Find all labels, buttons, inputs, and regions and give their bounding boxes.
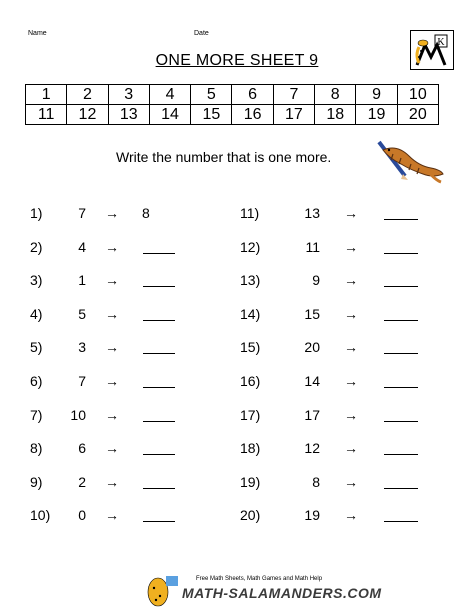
problem-number: 15) bbox=[240, 339, 261, 356]
problem-value: 7 bbox=[78, 205, 86, 221]
answer-blank[interactable] bbox=[143, 507, 175, 522]
problem-number: 12) bbox=[240, 238, 261, 255]
number-grid-cell: 4 bbox=[149, 85, 190, 105]
answer-blank[interactable] bbox=[384, 373, 418, 388]
answer-blank[interactable] bbox=[143, 306, 175, 321]
arrow-right-icon: → bbox=[105, 373, 119, 389]
problem-row bbox=[240, 373, 440, 393]
problem-row bbox=[240, 440, 440, 460]
answer-blank[interactable] bbox=[384, 440, 418, 455]
arrow-right-icon: → bbox=[344, 373, 358, 389]
arrow-right-icon: → bbox=[344, 205, 358, 221]
problem-number: 6) bbox=[30, 373, 43, 389]
answer-blank[interactable] bbox=[143, 239, 175, 254]
number-grid-cell: 5 bbox=[191, 85, 232, 105]
footer-tagline: Free Math Sheets, Math Games and Math Help bbox=[196, 576, 323, 582]
answer-blank[interactable] bbox=[384, 306, 418, 321]
problem-value: 10 bbox=[70, 406, 86, 423]
arrow-right-icon: → bbox=[344, 440, 358, 457]
arrow-right-icon: → bbox=[344, 272, 358, 289]
number-grid-cell: 20 bbox=[397, 105, 438, 125]
problem-row bbox=[30, 272, 230, 292]
problem-row bbox=[30, 339, 230, 359]
problem-value: 4 bbox=[78, 238, 86, 255]
problem-value: 17 bbox=[304, 406, 320, 423]
problem-row bbox=[240, 239, 440, 259]
answer-blank[interactable] bbox=[143, 407, 175, 422]
problem-number: 20) bbox=[240, 507, 261, 524]
problem-value: 6 bbox=[78, 440, 86, 457]
lizard-pencil-icon bbox=[375, 140, 445, 185]
answer-blank[interactable] bbox=[384, 239, 418, 254]
problem-number: 3) bbox=[30, 272, 43, 289]
problem-number: 13) bbox=[240, 272, 261, 289]
arrow-right-icon: → bbox=[105, 440, 119, 457]
problem-number: 5) bbox=[30, 339, 43, 356]
arrow-right-icon: → bbox=[105, 473, 119, 490]
arrow-right-icon: → bbox=[105, 339, 119, 356]
problem-number: 16) bbox=[240, 373, 261, 389]
number-grid-cell: 13 bbox=[108, 105, 149, 125]
problem-number: 18) bbox=[240, 440, 261, 457]
problem-value: 1 bbox=[78, 272, 86, 289]
number-grid-cell: 10 bbox=[397, 85, 438, 105]
problem-number: 19) bbox=[240, 473, 261, 490]
problem-row bbox=[30, 373, 230, 393]
number-grid-cell: 17 bbox=[273, 105, 314, 125]
problem-value: 14 bbox=[304, 373, 320, 389]
number-grid-cell: 8 bbox=[315, 85, 356, 105]
problem-value: 12 bbox=[304, 440, 320, 457]
arrow-right-icon: → bbox=[105, 238, 119, 255]
answer-blank[interactable] bbox=[143, 440, 175, 455]
answer-blank[interactable] bbox=[143, 373, 175, 388]
number-grid bbox=[25, 84, 439, 125]
problem-row bbox=[240, 339, 440, 359]
problem-row bbox=[30, 507, 230, 527]
problem-value: 7 bbox=[78, 373, 86, 389]
problem-value: 15 bbox=[304, 305, 320, 322]
problem-value: 0 bbox=[78, 507, 86, 524]
problem-value: 13 bbox=[304, 205, 320, 221]
arrow-right-icon: → bbox=[105, 305, 119, 322]
arrow-right-icon: → bbox=[105, 205, 119, 221]
problem-row bbox=[240, 474, 440, 494]
number-grid-cell: 16 bbox=[232, 105, 273, 125]
number-grid-cell: 3 bbox=[108, 85, 149, 105]
answer-blank[interactable] bbox=[143, 339, 175, 354]
number-grid-cell: 11 bbox=[26, 105, 67, 125]
name-label: Name bbox=[28, 30, 47, 37]
arrow-right-icon: → bbox=[344, 473, 358, 490]
problem-row bbox=[30, 474, 230, 494]
problem-value: 2 bbox=[78, 473, 86, 490]
arrow-right-icon: → bbox=[344, 339, 358, 356]
problem-number: 4) bbox=[30, 305, 43, 322]
problem-row bbox=[240, 407, 440, 427]
problem-number: 8) bbox=[30, 440, 43, 457]
problem-row bbox=[30, 239, 230, 259]
problem-row bbox=[240, 272, 440, 292]
number-grid-row bbox=[26, 105, 439, 125]
problem-number: 14) bbox=[240, 305, 261, 322]
number-grid-cell: 9 bbox=[356, 85, 397, 105]
arrow-right-icon: → bbox=[105, 406, 119, 423]
problem-value: 8 bbox=[312, 473, 320, 490]
problem-value: 19 bbox=[304, 507, 320, 524]
problem-row bbox=[30, 205, 230, 225]
arrow-right-icon: → bbox=[105, 272, 119, 289]
arrow-right-icon: → bbox=[344, 238, 358, 255]
answer-blank[interactable] bbox=[384, 407, 418, 422]
instructions: Write the number that is one more. bbox=[116, 149, 332, 165]
answer-blank[interactable] bbox=[384, 507, 418, 522]
answer-value: 8 bbox=[142, 205, 150, 221]
problem-number: 11) bbox=[240, 205, 260, 221]
number-grid-cell: 14 bbox=[149, 105, 190, 125]
logo-letter: K bbox=[437, 37, 445, 48]
number-grid-row bbox=[26, 85, 439, 105]
problem-row bbox=[30, 306, 230, 326]
answer-blank[interactable] bbox=[384, 339, 418, 354]
arrow-right-icon: → bbox=[344, 406, 358, 423]
problem-value: 9 bbox=[312, 272, 320, 289]
page-title: ONE MORE SHEET 9 bbox=[155, 52, 319, 69]
number-grid-cell: 6 bbox=[232, 85, 273, 105]
number-grid-cell: 2 bbox=[67, 85, 108, 105]
problem-number: 7) bbox=[30, 406, 43, 423]
arrow-right-icon: → bbox=[344, 507, 358, 524]
problem-number: 10) bbox=[30, 507, 51, 524]
problem-row bbox=[30, 407, 230, 427]
problem-value: 5 bbox=[78, 305, 86, 322]
answer-blank[interactable] bbox=[384, 205, 418, 220]
answer-blank[interactable] bbox=[384, 474, 418, 489]
number-grid-cell: 7 bbox=[273, 85, 314, 105]
number-grid-cell: 12 bbox=[67, 105, 108, 125]
problem-number: 9) bbox=[30, 473, 43, 490]
problem-number: 17) bbox=[240, 406, 261, 423]
problem-number: 1) bbox=[30, 205, 43, 221]
number-grid-cell: 15 bbox=[191, 105, 232, 125]
problem-row bbox=[240, 507, 440, 527]
problem-row bbox=[240, 205, 440, 225]
problem-number: 2) bbox=[30, 238, 43, 255]
answer-blank[interactable] bbox=[143, 474, 175, 489]
answer-blank[interactable] bbox=[384, 272, 418, 287]
date-label: Date bbox=[194, 30, 209, 37]
arrow-right-icon: → bbox=[344, 305, 358, 322]
problem-value: 20 bbox=[304, 339, 320, 356]
arrow-right-icon: → bbox=[105, 507, 119, 524]
problem-value: 3 bbox=[78, 339, 86, 356]
footer-brand: MATH-SALAMANDERS.COM bbox=[182, 585, 382, 601]
problem-row bbox=[240, 306, 440, 326]
number-grid-cell: 18 bbox=[315, 105, 356, 125]
problem-row bbox=[30, 440, 230, 460]
number-grid-cell: 19 bbox=[356, 105, 397, 125]
problem-value: 11 bbox=[305, 238, 320, 255]
answer-blank[interactable] bbox=[143, 272, 175, 287]
number-grid-cell: 1 bbox=[26, 85, 67, 105]
